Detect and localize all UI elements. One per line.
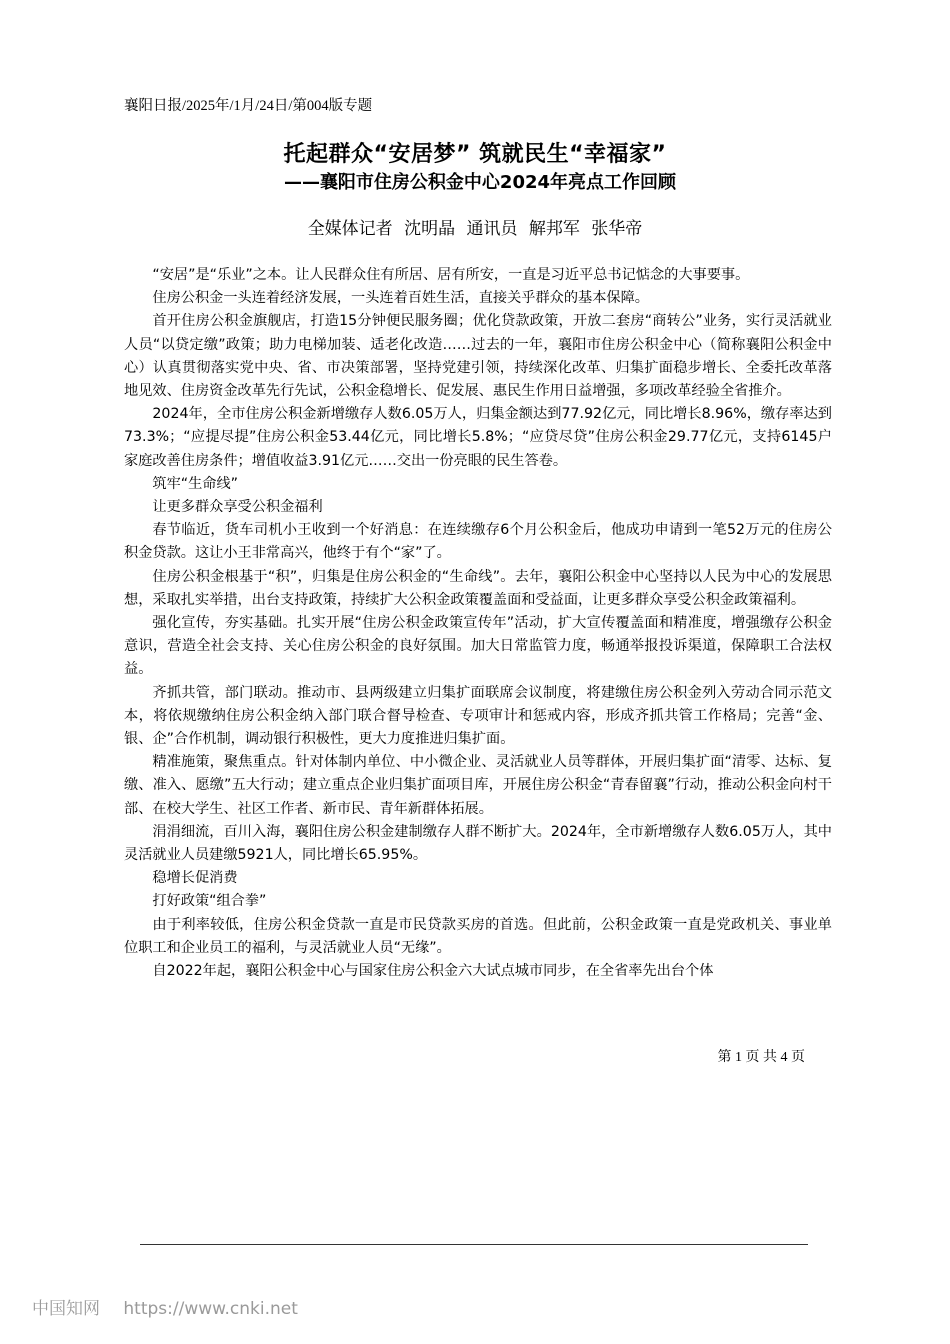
paragraph: 首开住房公积金旗舰店，打造15分钟便民服务圈；优化贷款政策，开放二套房“商转公”业务，实行灵活就业人员“以贷定缴”政策；助力电梯加装、适老化改造……过去的一年，襄阳市住房公积金中心（简称襄阳公积金中心）认真贯彻落实党中央、省、市决策部署，坚持党建引领，持续深化改革、归集扩面稳步增长、全委托改革落地见效、住房资金改革先行先试，公积金稳增长、促发展、惠民生作用日益增强，多项改革经验全省推介。 bbox=[124, 313, 832, 400]
paragraph: “安居”是“乐业”之本。让人民群众住有所居、居有所安，一直是习近平总书记惦念的大事要事。 bbox=[152, 267, 750, 283]
paragraph: 住房公积金根基于“积”，归集是住房公积金的“生命线”。去年，襄阳公积金中心坚持以人民为中心的发展思想，采取扎实举措，出台支持政策，持续扩大公积金政策覆盖面和受益面，让更多群众享受公积金政策福利。 bbox=[124, 568, 832, 608]
section-heading: 让更多群众享受公积金福利 bbox=[152, 499, 323, 516]
watermark-brand: 中国知网 bbox=[32, 1299, 100, 1319]
paragraph: 齐抓共管，部门联动。推动市、县两级建立归集扩面联席会议制度，将建缴住房公积金列入劳动合同示范文本，将依规缴纳住房公积金纳入部门联合督导检查、专项审计和惩戒内容，形成齐抓共管工作格局；完善“金、银、企”合作机制，调动银行积极性，更大力度推进归集扩面。 bbox=[124, 684, 832, 748]
paragraph: 自2022年起，襄阳公积金中心与国家住房公积金六大试点城市同步，在全省率先出台个体 bbox=[152, 963, 714, 980]
watermark-url: https://www.cnki.net bbox=[123, 1299, 298, 1319]
section-heading: 打好政策“组合拳” bbox=[152, 893, 267, 910]
watermark bbox=[32, 1294, 298, 1319]
section-heading: 筑牢“生命线” bbox=[152, 475, 239, 492]
article-subtitle: ——襄阳市住房公积金中心2024年亮点工作回顾 bbox=[283, 172, 677, 193]
paragraph: 涓涓细流，百川入海，襄阳住房公积金建制缴存人群不断扩大。2024年，全市新增缴存人数6.05万人，其中灵活就业人员建缴5921人，同比增长65.95%。 bbox=[124, 823, 832, 864]
paragraph: 精准施策，聚焦重点。针对体制内单位、中小微企业、灵活就业人员等群体，开展归集扩面“清零、达标、复缴、准入、愿缴”五大行动；建立重点企业归集扩面项目库，开展住房公积金“青春留襄”行动，推动公积金向村干部、在校大学生、社区工作者、新市民、青年新群体拓展。 bbox=[124, 754, 832, 817]
paragraph: 2024年，全市住房公积金新增缴存人数6.05万人，归集金额达到77.92亿元，同比增长8.96%，缴存率达到73.3%；“应提尽提”住房公积金53.44亿元，同比增长5.8%；“应贷尽贷”住房公积金29.77亿元，支持6145户家庭改善住房条件；增值收益3.91亿元……交出一份亮眼的民生答卷。 bbox=[124, 406, 832, 469]
source-line: 襄阳日报/2025年/1月/24日/第004版专题 bbox=[124, 98, 373, 114]
article-title: 托起群众“安居梦” 筑就民生“幸福家” bbox=[283, 142, 667, 167]
article-body bbox=[124, 264, 832, 983]
paragraph: 春节临近，货车司机小王收到一个好消息：在连续缴存6个月公积金后，他成功申请到一笔52万元的住房公积金贷款。这让小王非常高兴，他终于有个“家”了。 bbox=[124, 522, 832, 562]
paragraph: 强化宣传，夯实基础。扎实开展“住房公积金政策宣传年”活动，扩大宣传覆盖面和精准度，增强缴存公积金意识，营造全社会支持、关心住房公积金的良好氛围。加大日常监管力度，畅通举报投诉渠道，保障职工合法权益。 bbox=[124, 615, 832, 678]
section-heading: 稳增长促消费 bbox=[152, 870, 238, 887]
paragraph: 住房公积金一头连着经济发展，一头连着百姓生活，直接关乎群众的基本保障。 bbox=[152, 290, 649, 307]
paragraph: 由于利率较低，住房公积金贷款一直是市民贷款买房的首选。但此前，公积金政策一直是党政机关、事业单位职工和企业员工的福利，与灵活就业人员“无缘”。 bbox=[124, 916, 832, 956]
footer-divider bbox=[140, 1244, 808, 1245]
page-number: 第 1 页 共 4 页 bbox=[717, 1050, 805, 1065]
byline: 全媒体记者 沈明晶 通讯员 解邦军 张华帝 bbox=[307, 219, 643, 239]
